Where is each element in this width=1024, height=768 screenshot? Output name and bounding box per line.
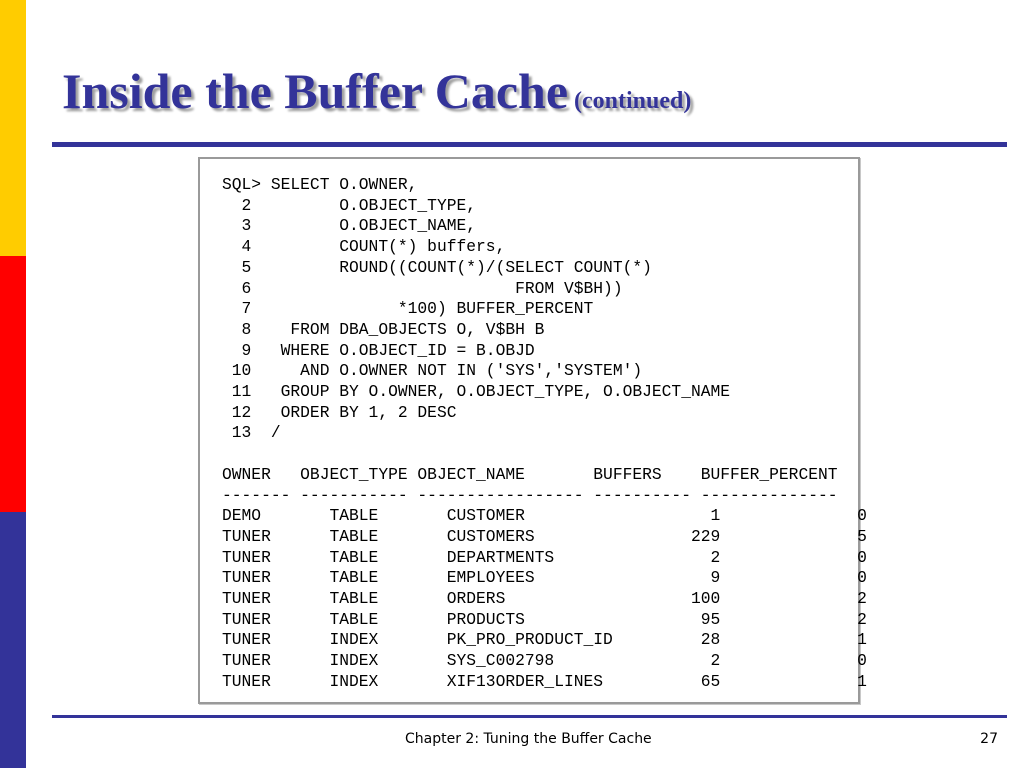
sql-query <box>222 175 730 442</box>
result-row: TUNER TABLE CUSTOMERS 229 5 <box>222 526 867 546</box>
code-listing <box>222 175 867 693</box>
query-line: 6 FROM V$BH)) <box>222 278 623 298</box>
query-line: 12 ORDER BY 1, 2 DESC <box>222 402 457 422</box>
query-line: 10 AND O.OWNER NOT IN ('SYS','SYSTEM') <box>222 361 643 381</box>
query-line: 13 / <box>222 423 281 443</box>
query-line: 9 WHERE O.OBJECT_ID = B.OBJD <box>222 340 535 360</box>
result-separator: ------- ----------- ----------------- ---------- -------------- <box>222 485 838 505</box>
query-line: 7 *100) BUFFER_PERCENT <box>222 299 594 319</box>
result-row: TUNER TABLE PRODUCTS 95 2 <box>222 609 867 629</box>
query-line: 3 O.OBJECT_NAME, <box>222 216 477 236</box>
footer-text: Chapter 2: Tuning the Buffer Cache <box>405 731 652 747</box>
page-number: 27 <box>980 731 998 747</box>
code-box <box>198 157 867 704</box>
result-header: OWNER OBJECT_TYPE OBJECT_NAME BUFFERS BUFFER_PERCENT <box>222 464 838 484</box>
query-line: 11 GROUP BY O.OWNER, O.OBJECT_TYPE, O.OBJECT_NAME <box>222 382 731 402</box>
query-line: 4 COUNT(*) buffers, <box>222 237 506 257</box>
sidebar-stripe <box>0 0 26 768</box>
query-line: SQL> SELECT O.OWNER, <box>222 175 418 194</box>
slide-title-main: Inside the Buffer Cache <box>62 63 569 119</box>
query-line: 8 FROM DBA_OBJECTS O, V$BH B <box>222 319 545 339</box>
sidebar-blue-segment <box>0 512 26 768</box>
result-row: TUNER INDEX XIF13ORDER_LINES 65 1 <box>222 671 867 691</box>
footer-divider <box>52 715 1007 718</box>
slide-title <box>62 62 691 120</box>
result-row: DEMO TABLE CUSTOMER 1 0 <box>222 506 867 526</box>
result-row: TUNER INDEX SYS_C002798 2 0 <box>222 651 867 671</box>
result-row: TUNER TABLE ORDERS 100 2 <box>222 589 867 609</box>
result-rows <box>222 506 867 691</box>
title-divider <box>52 142 1007 147</box>
result-row: TUNER TABLE EMPLOYEES 9 0 <box>222 568 867 588</box>
sidebar-yellow-segment <box>0 0 26 256</box>
query-line: 2 O.OBJECT_TYPE, <box>222 195 477 215</box>
result-row: TUNER TABLE DEPARTMENTS 2 0 <box>222 547 867 567</box>
slide-title-subtitle: (continued) <box>574 88 692 114</box>
query-line: 5 ROUND((COUNT(*)/(SELECT COUNT(*) <box>222 257 652 277</box>
result-row: TUNER INDEX PK_PRO_PRODUCT_ID 28 1 <box>222 630 867 650</box>
sidebar-red-segment <box>0 256 26 512</box>
